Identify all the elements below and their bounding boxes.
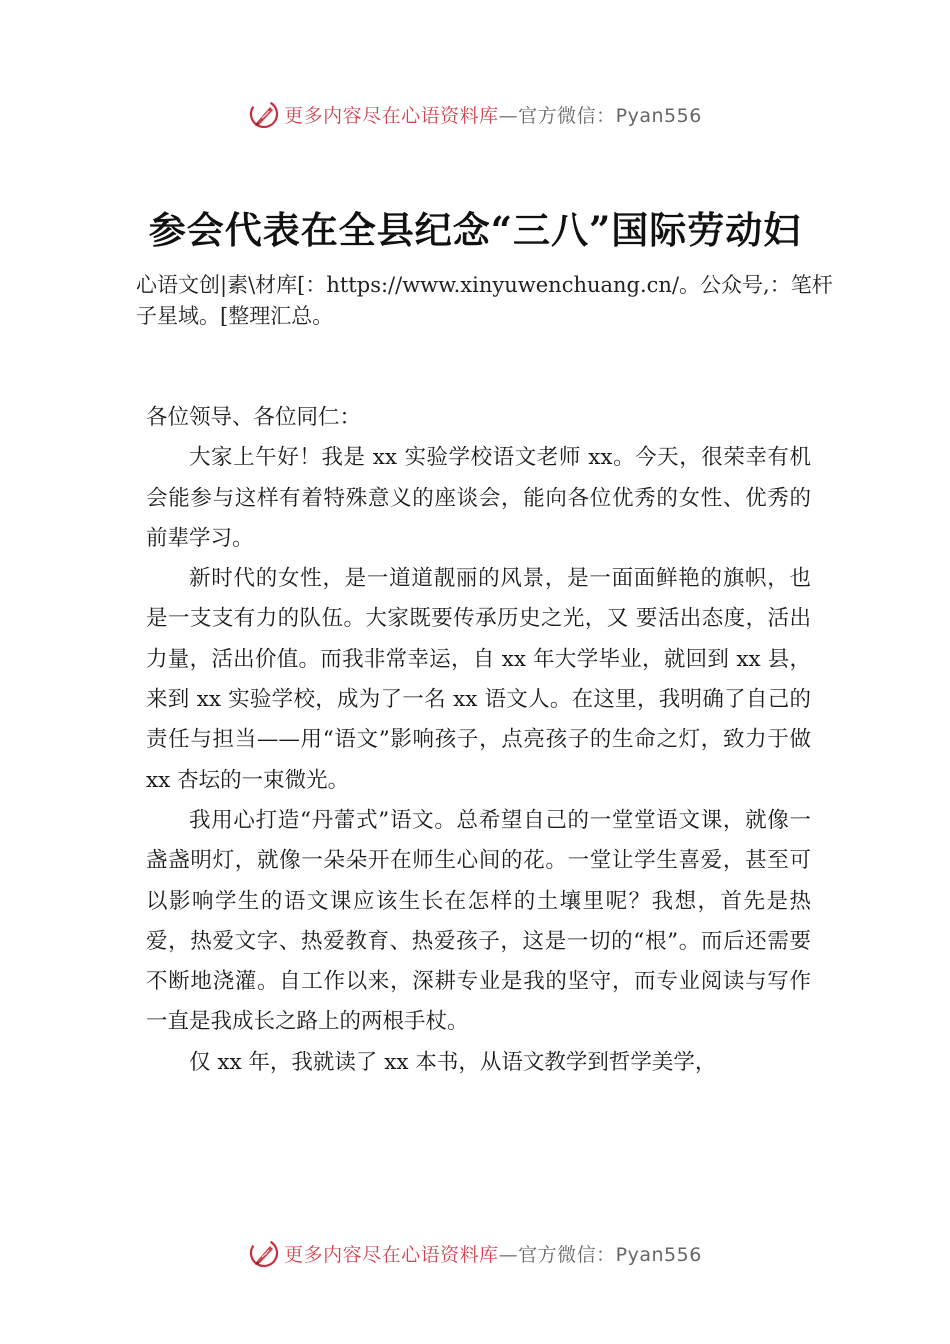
- paragraph-1: 大家上午好！我是 xx 实验学校语文老师 xx。今天，很荣幸有机会能参与这样有着特殊意义的座谈会，能向各位优秀的女性、优秀的前辈学习。: [146, 445, 811, 551]
- paragraph-3: 我用心打造“丹蕾式”语文。总希望自己的一堂堂语文课，就像一盏盏明灯，就像一朵朵开在师生心间的花。一堂让学生喜爱，甚至可以影响学生的语文课应该生长在怎样的土壤里呢？我想，首先是热爱，热爱文字、热爱教育、热爱孩子，这是一切的“根”。而后还需要不断地浇灌。自工作以来，深耕专业是我的坚守，而专业阅读与写作一直是我成长之路上的两根手杖。: [146, 807, 811, 1035]
- pen-logo-icon: [248, 1237, 280, 1269]
- pen-logo-icon: [248, 98, 280, 130]
- banner-wechat-text: 官方微信：Pyan556: [518, 1243, 702, 1266]
- banner-dash: —: [498, 1243, 519, 1266]
- banner-library-text: 更多内容尽在心语资料库: [284, 104, 499, 127]
- banner-library-text: 更多内容尽在心语资料库: [284, 1243, 499, 1266]
- paragraph-2: 新时代的女性，是一道道靓丽的风景，是一面面鲜艳的旗帜，也是一支支有力的队伍。大家既要传承历史之光，又 要活出态度，活出力量，活出价值。而我非常幸运，自 xx 年大学毕业，就回到 xx 县，来到 xx 实验学校，成为了一名 xx 语文人。在这里，我明确了自己的责任与担当——用“语文”影响孩子，点亮孩子的生命之灯，致力于做 xx 杏坛的一束微光。: [146, 566, 811, 793]
- header-banner: [0, 94, 950, 134]
- paragraph-4: 仅 xx 年，我就读了 xx 本书，从语文教学到哲学美学，: [189, 1049, 717, 1075]
- footer-banner: [0, 1233, 950, 1273]
- banner-dash: —: [498, 104, 519, 127]
- document-body: [146, 398, 811, 1083]
- banner-wechat-text: 官方微信：Pyan556: [518, 104, 702, 127]
- document-title: 参会代表在全县纪念“三八”国际劳动妇: [148, 208, 802, 252]
- salutation: 各位领导、各位同仁：: [146, 405, 362, 430]
- source-line: 心语文创|素\材库[：https://www.xinyuwenchuang.cn/。公众号,：笔杆子星域。[整理汇总。: [136, 273, 833, 328]
